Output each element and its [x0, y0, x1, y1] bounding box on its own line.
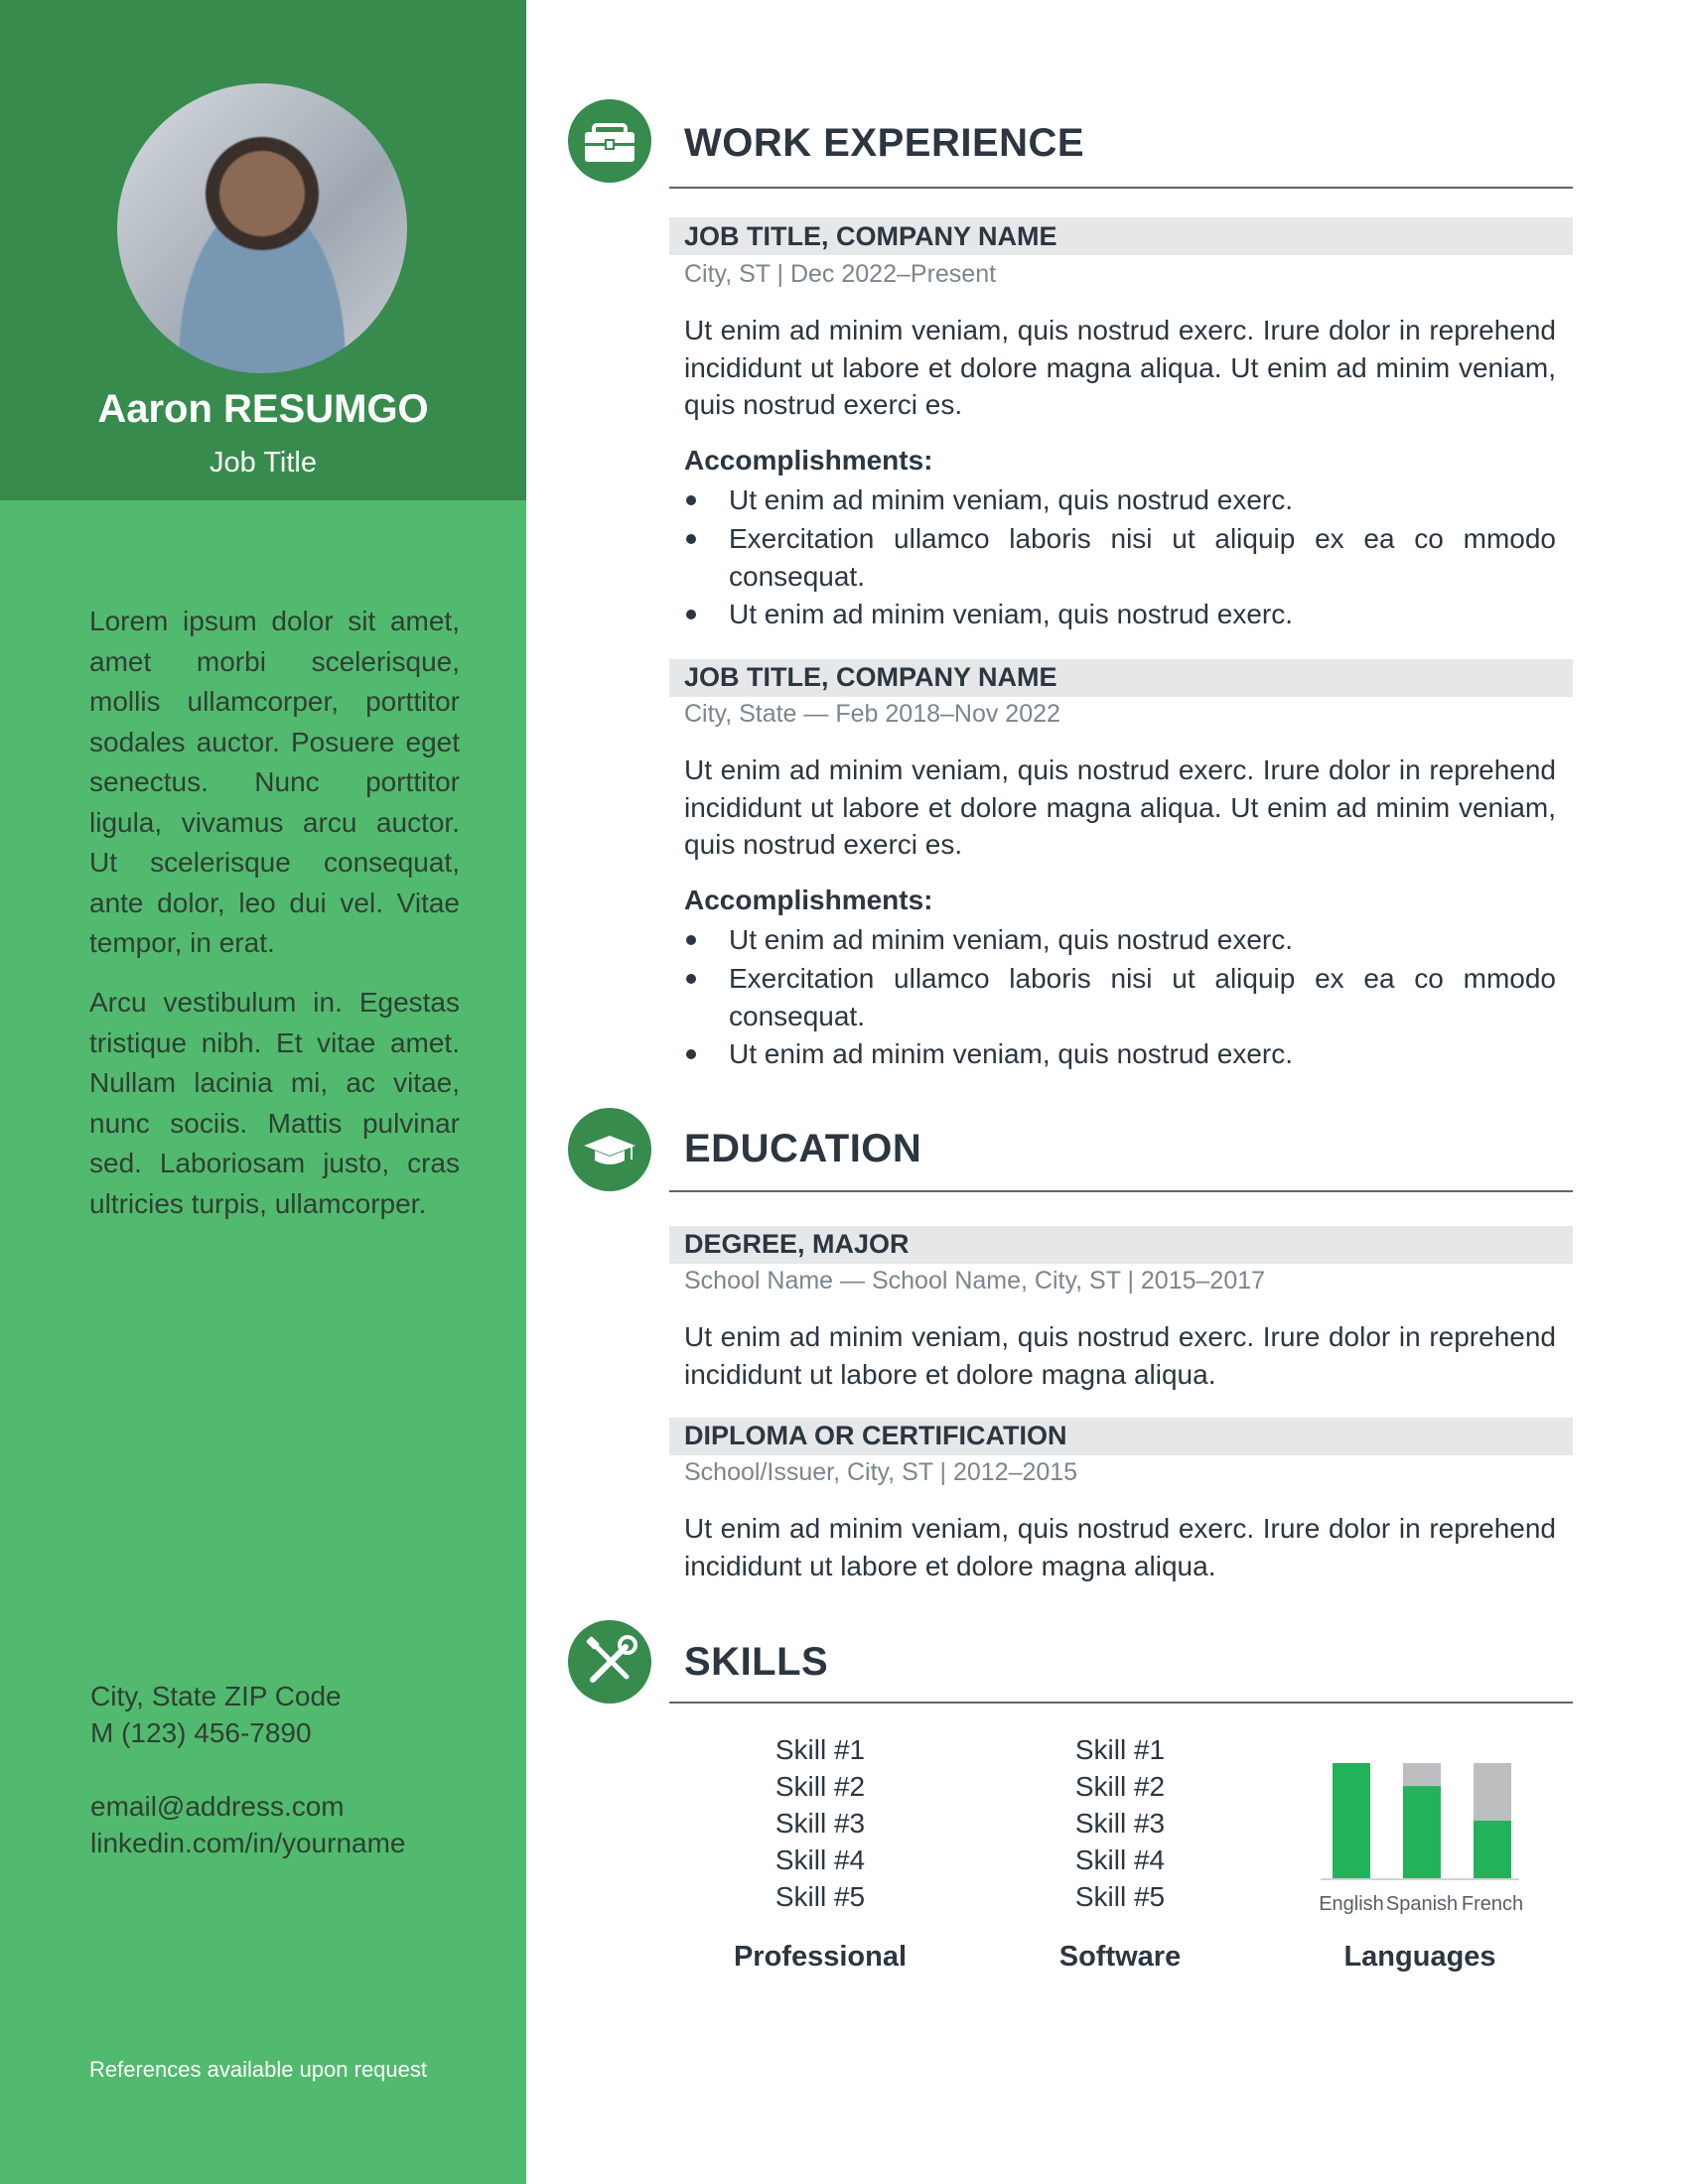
job-title-2: JOB TITLE, COMPANY NAME	[684, 662, 1057, 692]
languages-chart	[1311, 1757, 1529, 1916]
references-note: References available upon request	[89, 2057, 428, 2082]
list-item: Skill #1	[1074, 1734, 1166, 1765]
software-heading: Software	[1058, 1941, 1182, 1973]
list-item: Skill #5	[774, 1881, 866, 1912]
list-item: Exercitation ullamco laboris nisi ut aliquip ex ea co mmodo consequat.	[684, 520, 1556, 595]
sidebar	[0, 0, 526, 2184]
bullet-icon	[686, 610, 696, 619]
job-title-1: JOB TITLE, COMPANY NAME	[684, 221, 1057, 251]
list-item: Ut enim ad minim veniam, quis nostrud exerc.	[684, 921, 1556, 959]
contact-address: City, State ZIP Code	[90, 1681, 342, 1711]
contact-email[interactable]: email@address.com	[90, 1791, 345, 1822]
bullet-icon	[686, 1049, 696, 1059]
section-title-work: WORK EXPERIENCE	[684, 121, 1085, 165]
section-divider	[669, 1702, 1573, 1704]
software-skills-list	[1011, 1731, 1229, 1915]
degree-title: DEGREE, MAJOR	[684, 1229, 910, 1259]
job-description-2: Ut enim ad minim veniam, quis nostrud exerc. Irure dolor in reprehend incididunt ut labore et dolore magna aliqua. Ut enim ad minim veniam, quis nostrud exerci es.	[684, 754, 1556, 860]
job-meta-1: City, ST | Dec 2022–Present	[684, 260, 997, 288]
professional-skills-list	[711, 1731, 929, 1915]
candidate-job-title: Job Title	[210, 447, 317, 478]
bullet-icon	[686, 534, 696, 544]
degree-description: Ut enim ad minim veniam, quis nostrud exerc. Irure dolor in reprehend incididunt ut labore et dolore magna aliqua.	[684, 1321, 1556, 1390]
professional-heading: Professional	[733, 1941, 908, 1973]
list-item: Skill #3	[1074, 1808, 1166, 1839]
bar-english	[1333, 1763, 1370, 1878]
bullet-icon	[686, 495, 696, 505]
job-description-1: Ut enim ad minim veniam, quis nostrud exerc. Irure dolor in reprehend incididunt ut labore et dolore magna aliqua. Ut enim ad minim veniam, quis nostrud exerci es.	[684, 315, 1556, 420]
section-title-skills: SKILLS	[684, 1640, 829, 1684]
list-item: Ut enim ad minim veniam, quis nostrud exerc.	[684, 596, 1556, 633]
profile-photo	[117, 83, 407, 373]
section-title-education: EDUCATION	[684, 1127, 922, 1170]
certification-meta: School/Issuer, City, ST | 2012–2015	[684, 1458, 1078, 1486]
contact-phone: M (123) 456-7890	[90, 1717, 312, 1748]
profile-header	[0, 0, 526, 500]
bar-french	[1474, 1821, 1511, 1878]
bullet-icon	[686, 935, 696, 945]
list-item: Ut enim ad minim veniam, quis nostrud exerc.	[684, 1035, 1556, 1073]
bar-label-french: French	[1461, 1893, 1524, 1915]
about-paragraph-1: Lorem ipsum dolor sit amet, amet morbi scelerisque, mollis ullamcorper, porttitor sodales auctor. Posuere eget senectus. Nunc porttitor ligula, vivamus arcu auctor. Ut scelerisque consequat, ante dolor, leo dui vel. Vitae tempor, in erat.	[89, 606, 460, 958]
list-item: Ut enim ad minim veniam, quis nostrud exerc.	[684, 481, 1556, 519]
list-item: Skill #2	[1074, 1771, 1166, 1802]
briefcase-icon	[568, 99, 651, 183]
list-item: Skill #2	[774, 1771, 866, 1802]
bar-label-spanish: Spanish	[1385, 1893, 1459, 1915]
candidate-name: Aaron RESUMGO	[97, 387, 429, 431]
bar-spanish	[1403, 1786, 1441, 1878]
degree-meta: School Name — School Name, City, ST | 2015–2017	[684, 1267, 1266, 1295]
list-item: Skill #4	[774, 1844, 866, 1875]
list-item: Skill #1	[774, 1734, 866, 1765]
bar-label-english: English	[1319, 1893, 1384, 1915]
section-divider	[669, 187, 1573, 189]
list-item: Exercitation ullamco laboris nisi ut aliquip ex ea co mmodo consequat.	[684, 960, 1556, 1034]
about-paragraph-2: Arcu vestibulum in. Egestas tristique nibh. Et vitae amet. Nullam lacinia mi, ac vitae, nunc sociis. Mattis pulvinar sed. Laboriosam justo, cras ultricies turpis, ullamcorper.	[89, 987, 460, 1219]
accomplishments-label-2: Accomplishments:	[684, 885, 933, 915]
list-item: Skill #3	[774, 1808, 866, 1839]
list-item: Skill #4	[1074, 1844, 1166, 1875]
certification-title: DIPLOMA OR CERTIFICATION	[684, 1421, 1067, 1450]
bullet-icon	[686, 974, 696, 984]
contact-linkedin[interactable]: linkedin.com/in/yourname	[90, 1828, 406, 1858]
section-divider	[669, 1190, 1573, 1192]
job-meta-2: City, State — Feb 2018–Nov 2022	[684, 700, 1060, 728]
languages-heading: Languages	[1343, 1941, 1496, 1973]
certification-description: Ut enim ad minim veniam, quis nostrud exerc. Irure dolor in reprehend incididunt ut labore et dolore magna aliqua.	[684, 1513, 1556, 1581]
list-item: Skill #5	[1074, 1881, 1166, 1912]
accomplishments-label-1: Accomplishments:	[684, 445, 933, 476]
graduation-cap-icon	[568, 1108, 651, 1191]
tools-icon	[568, 1620, 651, 1704]
